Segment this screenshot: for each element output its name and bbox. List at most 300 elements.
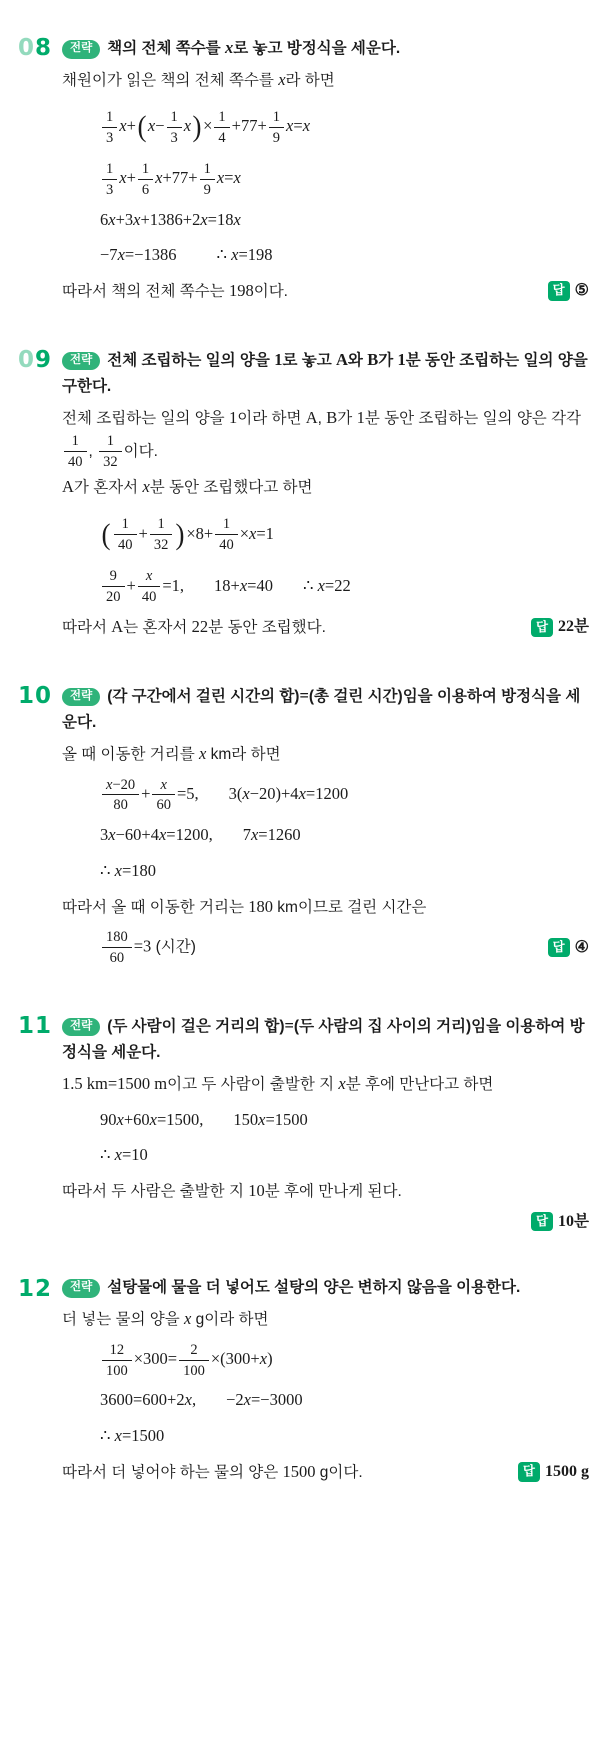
text-segment: 로 놓고: [282, 351, 336, 369]
problem-number: 09: [18, 346, 53, 373]
math-text: 40: [141, 589, 157, 606]
math-text: ∴ x=198: [216, 245, 273, 265]
text-segment: 전체 조립하는 일의 양을: [62, 409, 229, 427]
math-text: 32: [153, 537, 169, 554]
math-text: +: [126, 575, 136, 595]
fraction: [102, 928, 132, 967]
line-content: [62, 896, 427, 916]
math-text: x−: [147, 116, 165, 136]
text-segment: g이다.: [315, 1463, 363, 1481]
math-text: 100: [183, 1362, 205, 1379]
math-text: x+: [119, 168, 136, 188]
text-line: [62, 1458, 589, 1487]
strategy-badge: 전략: [62, 40, 100, 59]
fraction-numerator: [114, 515, 137, 535]
math-text: =: [299, 685, 309, 705]
fraction: [102, 1341, 132, 1380]
strategy-line: [62, 34, 589, 63]
text-segment: 분 동안 조립했다.: [208, 618, 326, 636]
math-text: x: [183, 116, 192, 136]
math-text: 1.5 km=1500 m: [62, 1074, 168, 1094]
equation-line: [62, 776, 589, 815]
text-segment: 올 때 이동한 거리를: [62, 745, 200, 763]
fraction-numerator: [152, 776, 175, 796]
fraction-denominator: [99, 452, 122, 471]
equation-line: [62, 1141, 589, 1170]
big-paren: (: [137, 110, 147, 144]
math-text: ④: [574, 938, 589, 956]
math-text: 100: [106, 1362, 128, 1379]
math-text: 18+x=40: [214, 575, 273, 595]
text-segment: 분: [574, 1212, 589, 1230]
line-content: [100, 928, 536, 967]
math-text: 40: [68, 454, 83, 471]
answer: [548, 277, 589, 305]
problem-list: [18, 34, 589, 1488]
text-segment: 와: [347, 351, 368, 369]
fraction-denominator: [138, 180, 153, 199]
fraction: [167, 108, 182, 147]
fraction-denominator: [150, 535, 173, 554]
text-segment: 따라서 더 넣어야 하는 물의 양은: [62, 1463, 283, 1481]
text-line: [62, 613, 589, 642]
math-text: ×: [203, 116, 213, 136]
math-text: ×8+: [186, 523, 214, 543]
math-text: 10: [248, 1181, 265, 1201]
math-text: 1: [106, 433, 114, 450]
math-text: x: [338, 1074, 346, 1094]
fraction-denominator: [152, 795, 175, 814]
fraction-numerator: [102, 1341, 132, 1361]
math-text: x+: [119, 116, 136, 136]
text-segment: 설탕물에 물을 더 넣어도 설탕의 양은 변하지 않음을 이용한다.: [107, 1279, 521, 1297]
math-text: 60: [156, 797, 171, 814]
line-content: [100, 1428, 164, 1445]
math-text: 3x−60+4x=1200,: [100, 825, 213, 845]
fraction-numerator: [99, 432, 122, 452]
fraction-numerator: [269, 108, 284, 128]
line-content: [62, 1183, 402, 1200]
math-text: ∴ x=180: [100, 860, 157, 880]
math-text: 9: [203, 181, 211, 198]
text-segment: (각 구간에서 걸린 시간의 합): [107, 687, 300, 705]
line-content: [62, 743, 281, 763]
strategy-text: [107, 40, 400, 57]
equation-line: [62, 1341, 589, 1380]
math-text: 40: [118, 537, 133, 554]
fraction-numerator: [102, 928, 132, 948]
fraction: [200, 160, 215, 199]
math-text: 4: [218, 129, 226, 146]
math-text: 3600=600+2x,: [100, 1390, 197, 1410]
math-text: ⑤: [574, 282, 589, 300]
problem-11: [18, 1012, 589, 1238]
strategy-badge: 전략: [62, 1279, 100, 1298]
fraction: [102, 108, 117, 147]
math-text: =1,: [162, 575, 184, 595]
math-text: 1: [157, 516, 165, 533]
text-segment: (두 사람의 집 사이의 거리)임을 이용하여 방정식을 세운다.: [62, 1017, 585, 1062]
strategy-badge: 전략: [62, 688, 100, 707]
fraction-numerator: [102, 160, 117, 180]
text-segment: 이고 두 사람이 출발한 지: [167, 1076, 339, 1094]
fraction: [269, 108, 284, 147]
fraction: [215, 515, 238, 554]
math-text: 1: [106, 160, 114, 177]
text-segment: 분 동안 조립했다고 하면: [149, 479, 313, 497]
answer-badge: 답: [531, 1212, 553, 1232]
equation-line: [62, 101, 589, 153]
line-content: [62, 1076, 493, 1093]
math-text: 198: [228, 280, 254, 300]
text-segment: 채원이가 읽은 책의 전체 쪽수를: [62, 71, 279, 89]
text-segment: 로 놓고 방정식을 세운다.: [233, 40, 401, 57]
line-content: [100, 1109, 308, 1129]
math-text: A: [111, 616, 124, 636]
text-line: [62, 1305, 589, 1334]
problem-content: [62, 682, 589, 974]
fraction: [102, 567, 125, 606]
math-text: =3: [133, 936, 152, 956]
line-content: [62, 277, 536, 306]
fraction-denominator: [102, 587, 125, 606]
text-segment: 따라서 책의 전체 쪽수는: [62, 282, 229, 300]
text-segment: 이다.: [253, 282, 288, 300]
line-content: [100, 160, 241, 198]
answer: [531, 1208, 589, 1236]
strategy-text: [62, 1015, 585, 1062]
fraction: [150, 515, 173, 554]
math-text: 1: [106, 108, 114, 125]
math-text: 22: [191, 616, 209, 636]
math-text: 1: [203, 160, 211, 177]
fraction-numerator: [215, 515, 238, 535]
text-segment: (두 사람이 걸은 거리의 합): [107, 1017, 285, 1035]
math-text: 12: [109, 1341, 125, 1358]
fraction: [64, 432, 87, 471]
math-text: +: [138, 523, 148, 543]
fraction-denominator: [200, 180, 215, 199]
math-text: x: [145, 568, 153, 585]
text-segment: 이라 하면: [237, 409, 306, 427]
math-text: 10: [558, 1212, 575, 1230]
strategy-line: [62, 1275, 589, 1302]
fraction-numerator: [200, 160, 215, 180]
strategy-text: [107, 1279, 520, 1296]
line-content: [100, 827, 301, 844]
problem-number: 10: [18, 682, 53, 709]
math-text: A: [62, 477, 74, 497]
text-line: [62, 277, 589, 306]
fraction-denominator: [64, 452, 87, 471]
math-text: +77+: [231, 116, 267, 136]
math-text: 1: [356, 407, 365, 427]
text-segment: km이므로 걸린 시간은: [273, 898, 427, 916]
math-text: x: [199, 743, 207, 763]
text-line: [62, 740, 589, 769]
text-segment: 따라서: [62, 618, 112, 636]
math-text: 2: [190, 1341, 198, 1358]
line-content: [62, 69, 335, 89]
answer-badge: 답: [548, 281, 570, 301]
math-text: =5,: [176, 784, 199, 803]
math-text: x: [142, 477, 150, 497]
text-segment: 분 동안 조립하는 일의 양을 구한다.: [62, 351, 588, 396]
line-content: [100, 1147, 148, 1164]
math-text: x=x: [286, 116, 311, 136]
math-text: 7x=1260: [242, 825, 301, 845]
math-text: 1: [170, 108, 178, 125]
line-content: [100, 516, 274, 554]
math-text: 9: [272, 129, 281, 146]
math-text: 1500: [282, 1461, 316, 1481]
line-content: [100, 776, 349, 814]
fraction-denominator: [102, 948, 132, 967]
text-segment: 분 후에 만나게 된다.: [264, 1183, 402, 1201]
math-text: 1: [274, 349, 283, 369]
fraction-denominator: [179, 1361, 209, 1380]
math-text: x: [184, 1309, 192, 1329]
fraction-numerator: [214, 108, 229, 128]
math-text: B: [326, 407, 338, 427]
text-segment: ,: [317, 409, 327, 427]
fraction: [179, 1341, 209, 1380]
math-text: x+77+: [155, 168, 198, 188]
equation-line: [62, 1106, 589, 1135]
math-text: ∴ x=22: [302, 575, 351, 595]
math-text: 60: [109, 950, 125, 966]
text-segment: km라 하면: [206, 745, 281, 763]
fraction-numerator: [150, 515, 173, 535]
fraction-numerator: [64, 432, 87, 452]
fraction: [138, 160, 153, 199]
text-segment: 분: [574, 618, 589, 636]
answer: [548, 934, 589, 962]
text-line: [62, 1208, 589, 1236]
math-text: =: [284, 1015, 294, 1035]
math-text: x=x: [216, 168, 241, 188]
math-text: 1: [222, 516, 231, 533]
fraction-denominator: [138, 587, 161, 606]
strategy-line: [62, 682, 589, 737]
fraction: [214, 108, 229, 147]
text-segment: (시간): [151, 938, 196, 956]
equation-line: [62, 1422, 589, 1451]
text-line: [62, 1177, 589, 1206]
fraction-numerator: [102, 108, 117, 128]
fraction-denominator: [214, 128, 229, 147]
text-segment: 책의 전체 쪽수를: [107, 40, 225, 57]
big-paren: ): [192, 110, 202, 144]
problem-10: [18, 682, 589, 974]
problem-content: [62, 346, 589, 644]
line-content: [100, 1392, 303, 1409]
fraction-numerator: [102, 776, 139, 796]
text-segment: 는 혼자서: [123, 618, 192, 636]
equation-line: [62, 241, 589, 270]
equation-line: [62, 857, 589, 886]
text-segment: 이다.: [123, 442, 158, 460]
problem-12: [18, 1275, 589, 1488]
math-text: x−20: [106, 776, 136, 793]
answer-value: [575, 934, 589, 962]
math-text: 9: [109, 568, 117, 585]
math-text: 6x+3x+1386+2x=18x: [100, 209, 241, 229]
fraction-numerator: [102, 567, 125, 587]
math-text: −7x=−1386: [100, 245, 177, 265]
equation-line: [62, 928, 589, 967]
line-content: [100, 209, 241, 229]
math-text: ×300=: [133, 1349, 178, 1369]
math-text: B: [367, 349, 379, 369]
math-text: ∴ x=1500: [100, 1426, 165, 1445]
text-segment: 분 후에 만난다고 하면: [345, 1076, 494, 1094]
problem-09: [18, 346, 589, 644]
math-text: 6: [141, 181, 150, 198]
math-text: +: [141, 784, 151, 803]
math-text: A: [305, 407, 318, 427]
text-segment: 분 동안 조: [364, 409, 434, 427]
strategy-line: [62, 346, 589, 401]
line-content: [62, 613, 519, 642]
text-segment: ,: [88, 442, 98, 460]
math-text: 1500 g: [545, 1463, 589, 1481]
equation-line: [62, 206, 589, 235]
line-content: [100, 108, 311, 146]
answer-value: [575, 277, 589, 305]
math-text: 90x+60x=1500,: [100, 1109, 204, 1129]
problem-number: 12: [18, 1276, 53, 1303]
math-text: 3(x−20)+4x=1200: [228, 784, 349, 803]
fraction-numerator: [179, 1341, 209, 1361]
math-text: ∴ x=10: [100, 1145, 148, 1165]
math-text: 1: [397, 349, 406, 369]
fraction-denominator: [114, 535, 137, 554]
line-content: [100, 860, 157, 880]
math-text: 3: [106, 181, 114, 198]
fraction: [138, 567, 161, 606]
equation-line: [62, 821, 589, 850]
equation-line: [62, 509, 589, 561]
math-text: x: [224, 38, 234, 57]
math-text: 180: [106, 929, 128, 946]
strategy-text: [62, 685, 581, 732]
fraction: [114, 515, 137, 554]
math-text: 1: [272, 108, 281, 125]
problem-08: [18, 34, 589, 308]
line-content: [62, 1458, 506, 1487]
strategy-text: [62, 349, 588, 396]
text-segment: 더 넣는 물의 양을: [62, 1311, 185, 1329]
answer-value: [558, 1208, 589, 1236]
fraction-denominator: [102, 1361, 132, 1380]
text-segment: 전체 조립하는 일의 양을: [107, 351, 275, 369]
fraction-numerator: [167, 108, 182, 128]
problem-number: 11: [18, 1012, 53, 1039]
math-text: 40: [219, 537, 234, 554]
text-segment: 가: [378, 351, 398, 369]
fraction-denominator: [215, 535, 238, 554]
fraction-numerator: [138, 160, 153, 180]
math-text: 1: [71, 433, 79, 450]
math-text: −2x=−3000: [226, 1390, 303, 1410]
line-content: [62, 1311, 269, 1328]
strategy-badge: 전략: [62, 1018, 100, 1037]
answer-value: [558, 613, 589, 641]
math-text: 3: [106, 129, 114, 146]
problem-number: 08: [18, 35, 53, 61]
line-content: [62, 479, 312, 496]
text-segment: 가 혼자서: [73, 479, 143, 497]
text-segment: 따라서 두 사람은 출발한 지: [62, 1183, 249, 1201]
math-text: 150x=1500: [233, 1109, 308, 1129]
answer-badge: 답: [531, 618, 553, 638]
text-line: [62, 404, 589, 471]
line-content: [62, 407, 582, 471]
line-content: [100, 1341, 273, 1379]
text-line: [62, 473, 589, 502]
math-text: 32: [103, 454, 118, 471]
line-content: [100, 247, 273, 264]
text-line: [62, 66, 589, 95]
text-line: [62, 1070, 589, 1099]
text-segment: (총 걸린 시간)임을 이용하여 방정식을 세운다.: [62, 687, 581, 732]
math-text: 20: [106, 589, 121, 606]
text-segment: 따라서 올 때 이동한 거리는: [62, 898, 249, 916]
fraction-denominator: [102, 128, 117, 147]
math-text: x: [278, 69, 286, 89]
fraction-denominator: [102, 795, 139, 814]
math-text: x: [160, 776, 167, 793]
answer-badge: 답: [518, 1462, 540, 1482]
text-line: [62, 893, 589, 922]
text-segment: 가: [337, 409, 357, 427]
equation-line: [62, 1386, 589, 1415]
math-text: 3: [170, 129, 178, 146]
math-text: 1: [121, 516, 129, 533]
answer: [531, 613, 589, 641]
fraction: [102, 776, 139, 815]
math-text: 180: [248, 896, 273, 916]
math-text: 80: [113, 797, 128, 814]
big-paren: ): [175, 517, 185, 551]
fraction: [99, 432, 122, 471]
problem-content: [62, 1275, 589, 1488]
math-text: 22: [558, 618, 575, 636]
answer-badge: 답: [548, 938, 570, 958]
text-segment: 립하는 일의 양은 각각: [433, 409, 582, 427]
answer-value: [545, 1458, 589, 1486]
fraction-denominator: [269, 128, 284, 147]
fraction: [152, 776, 175, 815]
math-text: 1: [218, 108, 226, 125]
math-text: ×(300+x): [210, 1349, 273, 1369]
math-text: 1: [228, 407, 238, 427]
text-segment: 라 하면: [285, 71, 335, 89]
text-segment: g이라 하면: [191, 1311, 269, 1329]
equation-line: [62, 160, 589, 199]
equation-line: [62, 567, 589, 606]
answer: [518, 1458, 589, 1486]
fraction-denominator: [167, 128, 182, 147]
problem-content: [62, 1012, 589, 1238]
line-content: [100, 568, 351, 606]
fraction-numerator: [138, 567, 161, 587]
math-text: ×x=1: [239, 523, 274, 543]
fraction: [102, 160, 117, 199]
strategy-line: [62, 1012, 589, 1067]
fraction-denominator: [102, 180, 117, 199]
